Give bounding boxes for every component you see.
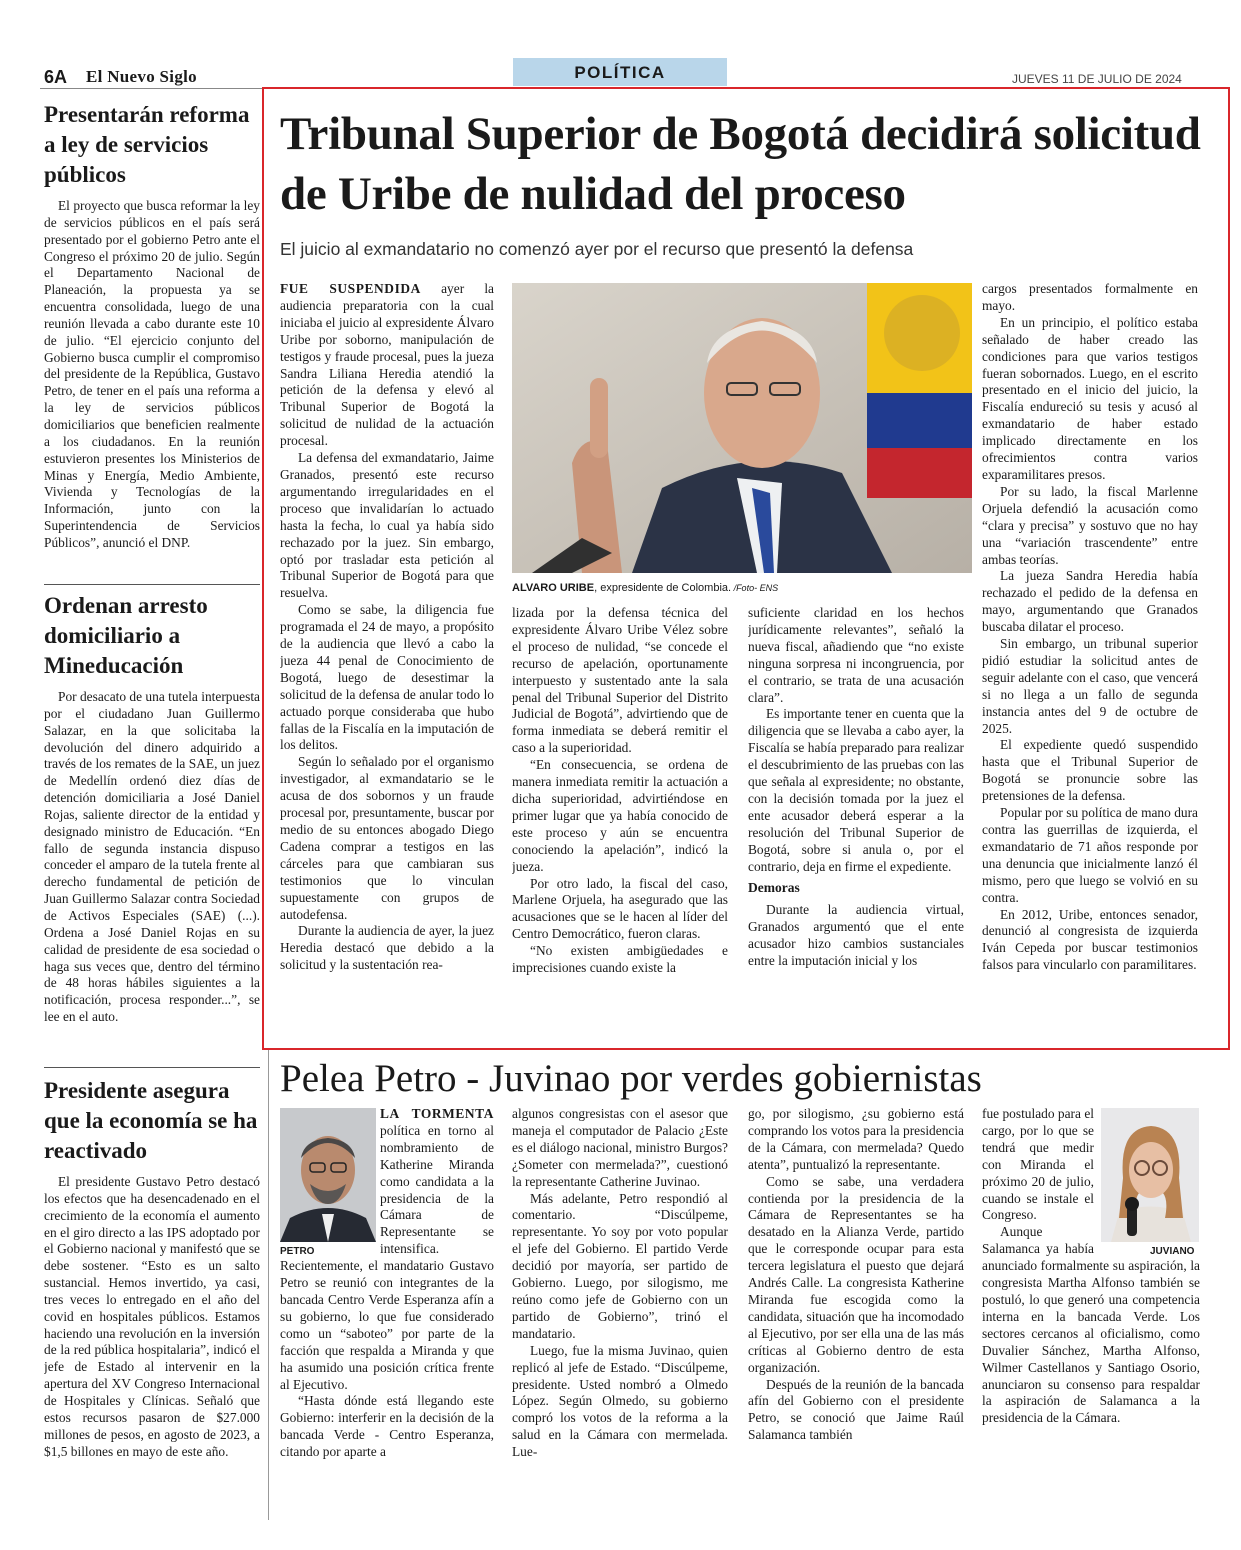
caption-name: ALVARO URIBE <box>512 582 595 594</box>
sidebar <box>44 100 260 1514</box>
paragraph: lizada por la defensa técnica del expresidente Álvaro Uribe Vélez sobre el proceso de nulidad, “se concede el recurso de apelación, oportunamente interpuesto y sustentado ante la sala penal del Tribunal Superior del Distrito Judicial de Bogotá”, advirtiendo que de forma inmediata se deberá remitir el caso a la superioridad. <box>512 605 728 756</box>
paragraph: En 2012, Uribe, entonces senador, denunció al congresista de izquierda Iván Cepeda por buscar testimonios falsos para vincularlo con paramilitares. <box>982 906 1198 973</box>
paragraph: “Hasta dónde está llegando este Gobierno: interferir en la decisión de la bancada Verde - Centro Esperanza, citando por aparte a <box>280 1393 494 1460</box>
lead-words: FUE SUSPENDIDA <box>280 281 421 296</box>
section-subhead: Demoras <box>748 879 800 895</box>
paragraph: Como se sabe, la diligencia fue programada el 24 de mayo, a propósito de la audiencia que llevó a cabo la jueza 44 penal de Conocimiento de Bogotá, luego de desestimar la solicitud de la defensa de anular todo lo actuado porque consideraba que hubo fallas de la Fiscalía en la imputación de los delitos. <box>280 602 494 753</box>
paragraph: Por su lado, la fiscal Marlenne Orjuela defendió la acusación como “clara y precisa” y sostuvo que no hay una “variación trascendente” entre ambas teorías. <box>982 483 1198 567</box>
paragraph: El expediente quedó suspendido hasta que el Tribunal Superior de Bogotá se pronuncie sobre las pretensiones de la defensa. <box>982 737 1198 804</box>
sidebar-divider-vertical <box>268 1050 269 1520</box>
paragraph: Después de la reunión de la bancada afín del Gobierno con el presidente Petro, se conoció que Jaime Raúl Salamanca también <box>748 1376 964 1443</box>
second-column-4 <box>982 1106 1200 1516</box>
paragraph: go, por silogismo, ¿su gobierno está comprando los votos para la presidencia de la Cámara, con mermelada? Quedo atenta”, puntualizó la representante. <box>748 1106 964 1172</box>
issue-date: JUEVES 11 DE JULIO DE 2024 <box>1012 72 1182 86</box>
sidebar-body-1: El proyecto que busca reformar la ley de servicios públicos en el país será presentado por el gobierno Petro ante el Congreso el próximo 20 de julio. Según el Departamento Nacional de Planeación, la propuesta ya se encuentra consolidada, luego de una reunión llevada a cabo durante este 10 de julio. “El ejercicio conjunto del Gobierno busca cumplir el compromiso del presidente de la República, Gustavo Petro, de tener en el país una reforma a la ley de servicios públicos domiciliarios que beneficien realmente a los ciudadanos. En la reunión estuvieron presentes los Ministerios de Minas y Energía, Medio Ambiente, Vivienda y Tecnologías de la Información, junto con la Superintendencia de Servicios Públicos”, anunció el DNP. <box>44 198 260 550</box>
paragraph: En un principio, el político estaba señalado de haber creado las condiciones para que varios testigos fueran sobornados. Luego, en el escrito presentado en el inicio del juicio, la Fiscalía endureció su tesis y acusó al exmandatario de haber estado implicado directamente en los ofrecimientos contra varios exparamilitares presos. <box>982 314 1198 482</box>
second-column-2 <box>512 1106 728 1516</box>
second-headline: Pelea Petro - Juvinao por verdes gobiernistas <box>280 1057 982 1100</box>
lead-paragraph <box>280 281 494 450</box>
paragraph: Sin embargo, un tribunal superior pidió estudiar la solicitud antes de seguir adelante con el caso, que vencerá si no llega a un fallo de segunda instancia antes del 9 de octubre de 2025. <box>982 636 1198 736</box>
main-subheadline: El juicio al exmandatario no comenzó ayer por el recurso que presentó la defensa <box>280 239 914 259</box>
sidebar-divider <box>44 584 260 585</box>
sidebar-headline-2: Ordenan arresto domiciliario a Mineducación <box>44 593 208 678</box>
main-column-2 <box>512 605 728 1049</box>
page-number: 6A <box>44 67 68 87</box>
photo-float-spacer <box>1094 1106 1200 1254</box>
newspaper-name: El Nuevo Siglo <box>86 67 197 86</box>
paragraph: algunos congresistas con el asesor que maneja el computador de Palacio ¿Este es el diálogo nacional, ministro Burgos? ¿Someter con mermelada?”, cuestionó la representante Catherine Juvinao. <box>512 1106 728 1189</box>
paragraph: Luego, fue la misma Juvinao, quien replicó al jefe de Estado. “Discúlpeme, presidente. Usted nombró a Olmedo López. Según Olmedo, su gobierno compró los votos de la reforma a la salud en la Cámara con mermelada. Lue- <box>512 1342 728 1460</box>
sidebar-divider <box>44 1067 260 1068</box>
paragraph: Durante la audiencia virtual, Granados argumentó que el ente acusador hizo cambios sustanciales entre la imputación inicial y los <box>748 902 964 969</box>
sidebar-body-2: Por desacato de una tutela interpuesta por el ciudadano Juan Guillermo Salazar, en la que solicitaba la devolución del dinero adquirido a través de los remates de la SAE, un juez de Medellín ordenó diez días de detención domiciliaria a José Daniel Rojas, saliente director de la entidad y designado ministro de Educación. “En fallo de segunda instancia dispuso conceder el amparo de la tutela frente al derecho fundamental de petición de Juan Guillermo Salazar contra Sociedad de Activos Especiales (SAE) (...). Ordena a José Daniel Rojas en su calidad de presidente de esa sociedad o haga sus veces que, dentro del término de 48 horas hábiles siguientes a la notificación, procesa responder...”, se lee en el auto. <box>44 689 260 1025</box>
section-label: POLÍTICA <box>513 58 727 86</box>
juvinao-photo-label: JUVIANO <box>1150 1246 1195 1257</box>
main-headline: Tribunal Superior de Bogotá decidirá solicitud de Uribe de nulidad del proceso <box>280 108 1201 220</box>
paragraph: fue postulado para el cargo, por lo que se tendrá que medir con Miranda el próximo 20 de julio, cuando se instale el Congreso. <box>982 1106 1094 1223</box>
main-column-4 <box>982 281 1198 1049</box>
photo-float-spacer <box>280 1106 380 1254</box>
paragraph: “En consecuencia, se ordena de manera inmediata remitir la actuación a dicha superioridad, advirtiéndose en primer lugar que ya había conocido de este proceso y aún se encuentra conociendo la apelación”, indicó la jueza. <box>512 757 728 874</box>
uribe-photo <box>512 283 972 573</box>
main-column-3 <box>748 605 964 1049</box>
paragraph: cargos presentados formalmente en mayo. <box>982 281 1198 313</box>
paragraph: Como se sabe, una verdadera contienda por la presidencia de la Cámara de Representantes se ha desatado en la Alianza Verde, partido que le corresponde ocupar para esta tercera legislatura el puesto que dejará Andrés Calle. La congresista Katherine Miranda fue escogida como la candidata, situación que ha incomodado al Ejecutivo, por ser ella una de las más críticas al Gobierno dentro de esta organización. <box>748 1173 964 1375</box>
paragraph-text: ayer la audiencia preparatoria con la cual iniciaba el juicio al expresidente Álvaro Uribe por soborno, manipulación de testigos y fraude procesal, pues la jueza Sandra Liliana Heredia atendió la petición de la defensa y elevó al Tribunal Superior de Bogotá la solicitud de nulidad de la actuación procesal. <box>280 281 494 449</box>
second-column-1 <box>280 1106 494 1516</box>
paragraph: Es importante tener en cuenta que la diligencia que se llevaba a cabo ayer, la Fiscalía se había preparado para realizar el descubrimiento de las pruebas con las que señala al expresidente; no obstante, con la decisión tomada por la juez el ente acusador deberá esperar a la resolución del Tribunal Superior de Bogotá, sobre si anula o, por el contrario, deja en firme el expediente. <box>748 706 964 874</box>
sidebar-body-3: El presidente Gustavo Petro destacó los efectos que ha desencadenado en el crecimiento de la economía el aumento en el giro directo a las IPS adoptado por el Gobierno nacional y manifestó que se debe sostener. “Esto es un salto sustancial. Hemos invertido, ya casi, tres veces lo entregado en el año del covid en hospitales públicos. Estamos haciendo una revolución en la inversión de la red pública hospitalaria”, indicó el jefe de Estado al intervenir en la apertura del XV Congreso Internacional de Hospitales y Clínicas. Señaló que estos recursos pasaron de $27.000 millones de pesos, en agosto de 2023, a $1,5 billones en mayo de este año. <box>44 1174 260 1459</box>
caption-text: , expresidente de Colombia. <box>594 582 732 594</box>
paragraph: Más adelante, Petro respondió al comentario. “Discúlpeme, representante. Yo soy por voto popular el jefe del Gobierno. El partido Verde decidió por mayoría, ser partido de Gobierno. Luego, por silogismo, me reúno como jefe de Gobierno con un partido de Gobierno”, trinó el mandatario. <box>512 1190 728 1341</box>
petro-photo-label: PETRO <box>280 1246 315 1257</box>
paragraph: Popular por su política de mano dura contra las guerrillas de izquierda, el exmandatario de 71 años responde por una denuncia que inicialmente lanzó él mismo, pero que luego se volvió en su contra. <box>982 805 1198 905</box>
photo-credit: /Foto- ENS <box>731 583 779 593</box>
sidebar-headline-1: Presentarán reforma a ley de servicios públicos <box>44 102 250 187</box>
paragraph: Aunque Salamanca ya había anunciado formalmente su aspiración, la congresista Martha Alfonso también se postuló, lo que generó una competencia interna en la bancada Verde. Los sectores cercanos al oficialismo, como Duvalier Sánchez, Martha Alfonso, Wilmer Castellanos y Santiago Osorio, anunciaron su consenso para respaldar la aspiración de Salamanca a la presidencia de la Cámara. <box>982 1224 1200 1426</box>
main-column-1 <box>280 281 494 1049</box>
paragraph: suficiente claridad en los hechos jurídicamente relevantes”, señaló la nueva fiscal, añadiendo que “no existe ninguna sorpresa ni incongruencia, por el contrario, se trata de una acusación clara”. <box>748 605 964 705</box>
paragraph: Por otro lado, la fiscal del caso, Marlene Orjuela, ha asegurado que las acusaciones que se le hacen al líder del Centro Democrático, fueron claras. <box>512 875 728 942</box>
paragraph: Según lo señalado por el organismo investigador, al exmandatario se le acusa de dos sobornos y un fraude procesal por, presuntamente, buscar por medio de su entonces abogado Diego Cadena comprar a testigos en las cárceles para que cambiaran sus testimonios que lo vinculan supuestamente con grupos de autodefensa. <box>280 754 494 922</box>
photo-caption <box>512 582 778 594</box>
paragraph: La defensa del exmandatario, Jaime Granados, presentó este recurso argumentando irregularidades en el proceso que invalidarían lo actuado hasta la fecha, lo cual ya había sido rechazado por la juez. Sin embargo, optó por trasladar esta petición al Tribunal Superior de Bogotá para que resuelva. <box>280 450 494 601</box>
paragraph: “No existen ambigüedades e imprecisiones cuando existe la <box>512 943 728 976</box>
paragraph: La jueza Sandra Heredia había rechazado el pedido de la defensa en mayo, argumentando que Granados buscaba dilatar el proceso. <box>982 568 1198 635</box>
second-column-3 <box>748 1106 964 1516</box>
paragraph: Durante la audiencia de ayer, la juez Heredia destacó que debido a la solicitud y la sustentación rea- <box>280 923 494 973</box>
sidebar-headline-3: Presidente asegura que la economía se ha reactivado <box>44 1078 258 1163</box>
lead-words: LA TORMENTA <box>380 1106 494 1121</box>
paragraph-text: política en torno al nombramiento de Katherine Miranda como candidata a la presidencia de la Cámara de Representante se intensifica. Recientemente, el mandatario Gustavo Petro se reunió con integrantes de la bancada Centro Verde Esperanza afín a su gobierno, lo que fue considerado como un “saboteo” por parte de la facción que respalda a Miranda y que ha asumido una posición crítica frente al Ejecutivo. <box>280 1122 494 1392</box>
